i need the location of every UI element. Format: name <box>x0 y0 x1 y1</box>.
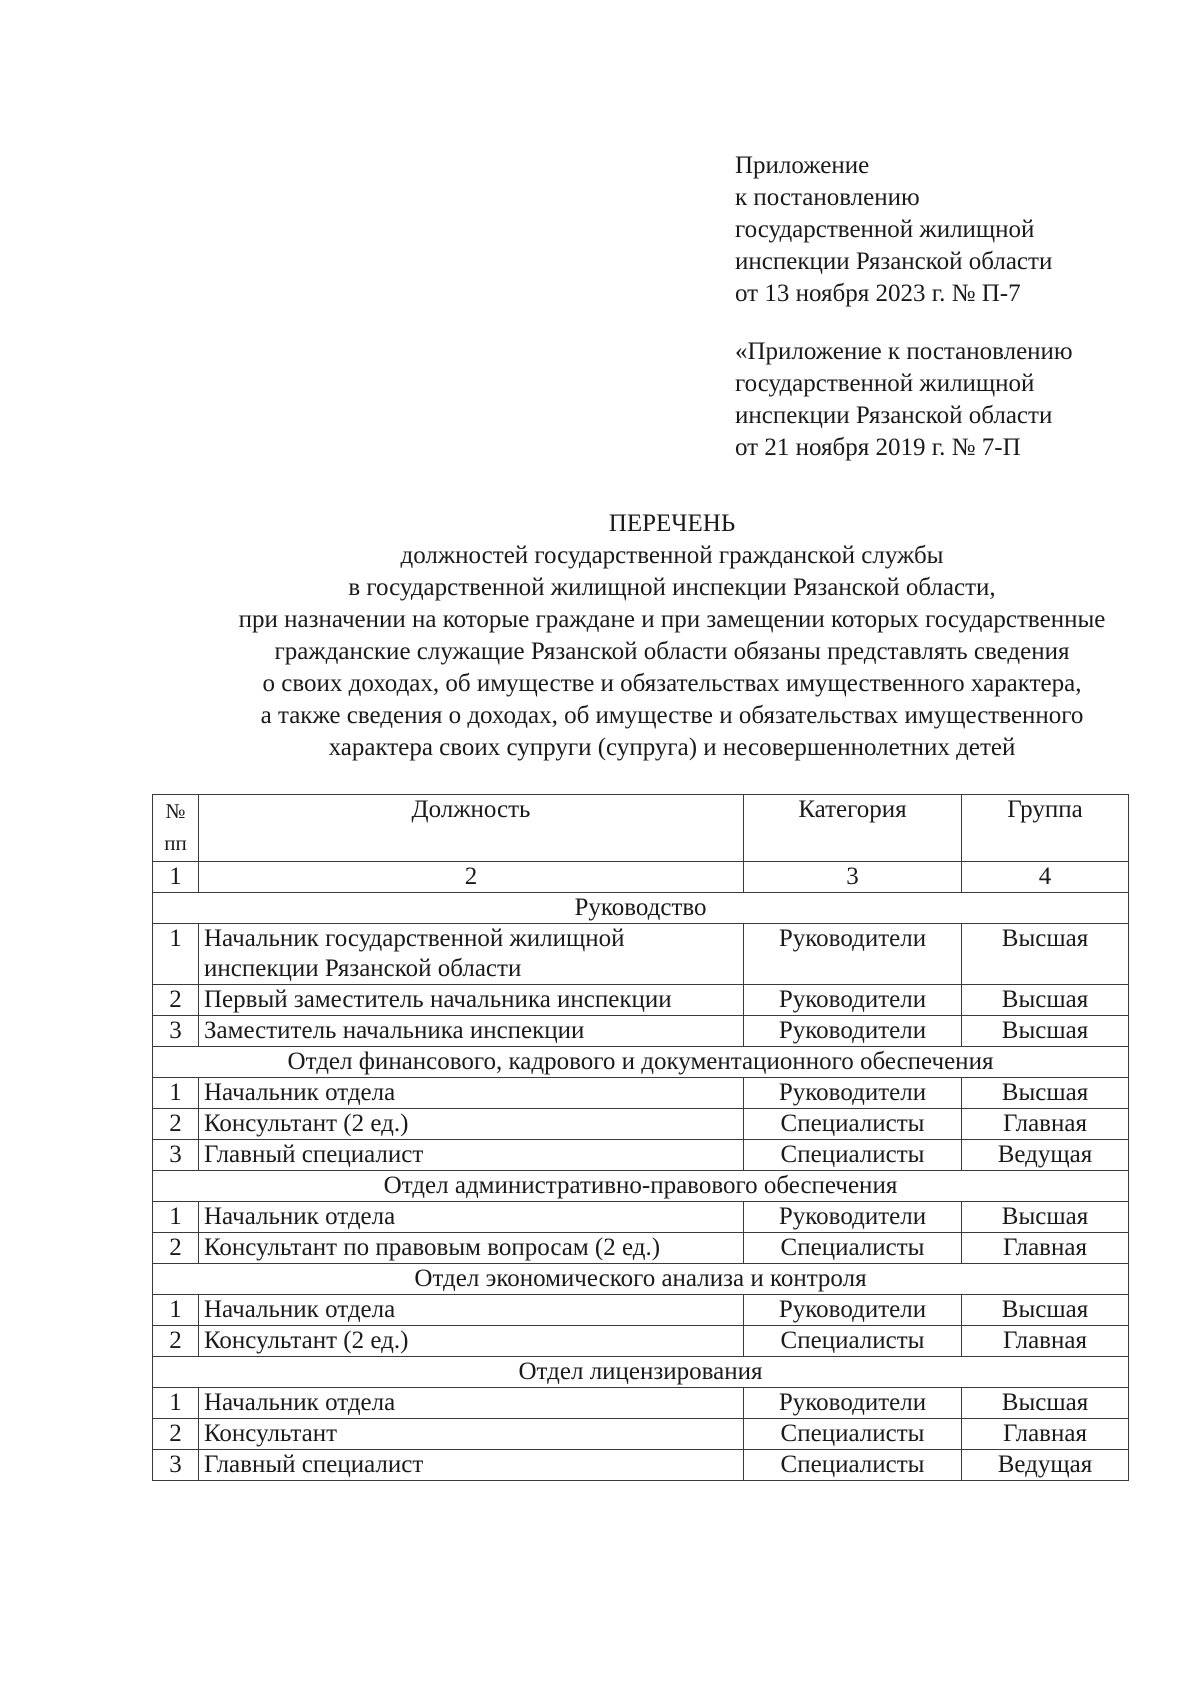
table-row <box>153 1016 1129 1047</box>
group-cell: Главная <box>962 1233 1129 1264</box>
spacer <box>735 310 1175 336</box>
table-row <box>153 1140 1129 1171</box>
table-body <box>153 893 1129 1481</box>
quoted-appendix-line: «Приложение к постановлению <box>735 338 1073 365</box>
row-number: 2 <box>153 1233 199 1264</box>
appendix-line: инспекции Рязанской области <box>735 248 1053 275</box>
category-cell: Руководители <box>744 985 962 1016</box>
group-cell: Главная <box>962 1419 1129 1450</box>
row-number: 1 <box>153 1295 199 1326</box>
category-cell: Руководители <box>744 1202 962 1233</box>
category-cell: Руководители <box>744 1295 962 1326</box>
group-cell: Высшая <box>962 1388 1129 1419</box>
section-title: Руководство <box>153 893 1129 924</box>
column-number: 1 <box>153 862 199 893</box>
group-cell: Высшая <box>962 1078 1129 1109</box>
section-row <box>153 1171 1129 1202</box>
quoted-appendix-line: инспекции Рязанской области <box>735 402 1053 429</box>
position-cell: Консультант <box>199 1419 744 1450</box>
position-cell: Заместитель начальника инспекции <box>199 1016 744 1047</box>
position-cell: Начальник отдела <box>199 1078 744 1109</box>
row-number: 3 <box>153 1016 199 1047</box>
table-row <box>153 985 1129 1016</box>
row-number: 1 <box>153 924 199 985</box>
table-row <box>153 1233 1129 1264</box>
group-cell: Ведущая <box>962 1450 1129 1481</box>
title-line: при назначении на которые граждане и при замещении которых государственные <box>238 606 1106 633</box>
table-row <box>153 1295 1129 1326</box>
title-line: о своих доходах, об имуществе и обязательствах имущественного характера, <box>262 670 1082 697</box>
group-cell: Высшая <box>962 924 1129 985</box>
table-row <box>153 1202 1129 1233</box>
table-row <box>153 1109 1129 1140</box>
row-number: 1 <box>153 1078 199 1109</box>
section-row <box>153 1047 1129 1078</box>
title-line: характера своих супруги (супруга) и несовершеннолетних детей <box>328 734 1016 761</box>
row-number: 3 <box>153 1140 199 1171</box>
section-title: Отдел финансового, кадрового и документационного обеспечения <box>153 1047 1129 1078</box>
column-number: 2 <box>199 862 744 893</box>
row-number: 2 <box>153 1419 199 1450</box>
category-cell: Специалисты <box>744 1233 962 1264</box>
category-cell: Руководители <box>744 1388 962 1419</box>
group-cell: Главная <box>962 1109 1129 1140</box>
title-line: должностей государственной гражданской службы <box>400 542 944 569</box>
group-cell: Высшая <box>962 1295 1129 1326</box>
appendix-line: Приложение <box>735 152 870 179</box>
table-row <box>153 1326 1129 1357</box>
section-row <box>153 893 1129 924</box>
group-cell: Высшая <box>962 1202 1129 1233</box>
quoted-appendix-line: государственной жилищной <box>735 370 1035 397</box>
appendix-line: от 13 ноября 2023 г. № П-7 <box>735 280 1021 307</box>
header-position: Должность <box>199 795 744 862</box>
group-cell: Высшая <box>962 1016 1129 1047</box>
category-cell: Специалисты <box>744 1109 962 1140</box>
table-row <box>153 1078 1129 1109</box>
section-title: Отдел административно-правового обеспечения <box>153 1171 1129 1202</box>
position-cell: Начальник отдела <box>199 1388 744 1419</box>
quoted-appendix-line: от 21 ноября 2019 г. № 7-П <box>735 434 1021 461</box>
row-number: 2 <box>153 1326 199 1357</box>
document-title <box>140 508 1200 764</box>
group-cell: Ведущая <box>962 1140 1129 1171</box>
header-number: № пп <box>153 795 199 862</box>
title-line: гражданские служащие Рязанской области обязаны представлять сведения <box>274 638 1070 665</box>
row-number: 2 <box>153 985 199 1016</box>
title-line: в государственной жилищной инспекции Рязанской области, <box>348 574 996 601</box>
section-title: Отдел экономического анализа и контроля <box>153 1264 1129 1295</box>
position-cell: Начальник отдела <box>199 1202 744 1233</box>
row-number: 3 <box>153 1450 199 1481</box>
column-number: 3 <box>744 862 962 893</box>
title-line: а также сведения о доходах, об имуществе и обязательствах имущественного <box>260 702 1084 729</box>
appendix-line: государственной жилищной <box>735 216 1035 243</box>
category-cell: Специалисты <box>744 1450 962 1481</box>
position-cell: Главный специалист <box>199 1450 744 1481</box>
category-cell: Руководители <box>744 1016 962 1047</box>
table-row <box>153 1450 1129 1481</box>
row-number: 1 <box>153 1388 199 1419</box>
section-row <box>153 1264 1129 1295</box>
table-header-row <box>153 795 1129 862</box>
group-cell: Главная <box>962 1326 1129 1357</box>
row-number: 2 <box>153 1109 199 1140</box>
header-category: Категория <box>744 795 962 862</box>
position-cell: Главный специалист <box>199 1140 744 1171</box>
table-row <box>153 1388 1129 1419</box>
position-cell: Консультант (2 ед.) <box>199 1326 744 1357</box>
category-cell: Руководители <box>744 1078 962 1109</box>
category-cell: Специалисты <box>744 1326 962 1357</box>
title-heading: ПЕРЕЧЕНЬ <box>608 510 736 537</box>
column-number: 4 <box>962 862 1129 893</box>
positions-table <box>152 794 1129 1481</box>
position-cell: Первый заместитель начальника инспекции <box>199 985 744 1016</box>
position-cell: Консультант (2 ед.) <box>199 1109 744 1140</box>
category-cell: Руководители <box>744 924 962 985</box>
column-number-row <box>153 862 1129 893</box>
category-cell: Специалисты <box>744 1419 962 1450</box>
table-row <box>153 924 1129 985</box>
position-cell: Начальник государственной жилищной инспекции Рязанской области <box>199 924 744 985</box>
appendix-line: к постановлению <box>735 184 920 211</box>
section-title: Отдел лицензирования <box>153 1357 1129 1388</box>
header-group: Группа <box>962 795 1129 862</box>
position-cell: Начальник отдела <box>199 1295 744 1326</box>
appendix-caption <box>735 150 1175 464</box>
category-cell: Специалисты <box>744 1140 962 1171</box>
table-row <box>153 1419 1129 1450</box>
group-cell: Высшая <box>962 985 1129 1016</box>
section-row <box>153 1357 1129 1388</box>
position-cell: Консультант по правовым вопросам (2 ед.) <box>199 1233 744 1264</box>
row-number: 1 <box>153 1202 199 1233</box>
